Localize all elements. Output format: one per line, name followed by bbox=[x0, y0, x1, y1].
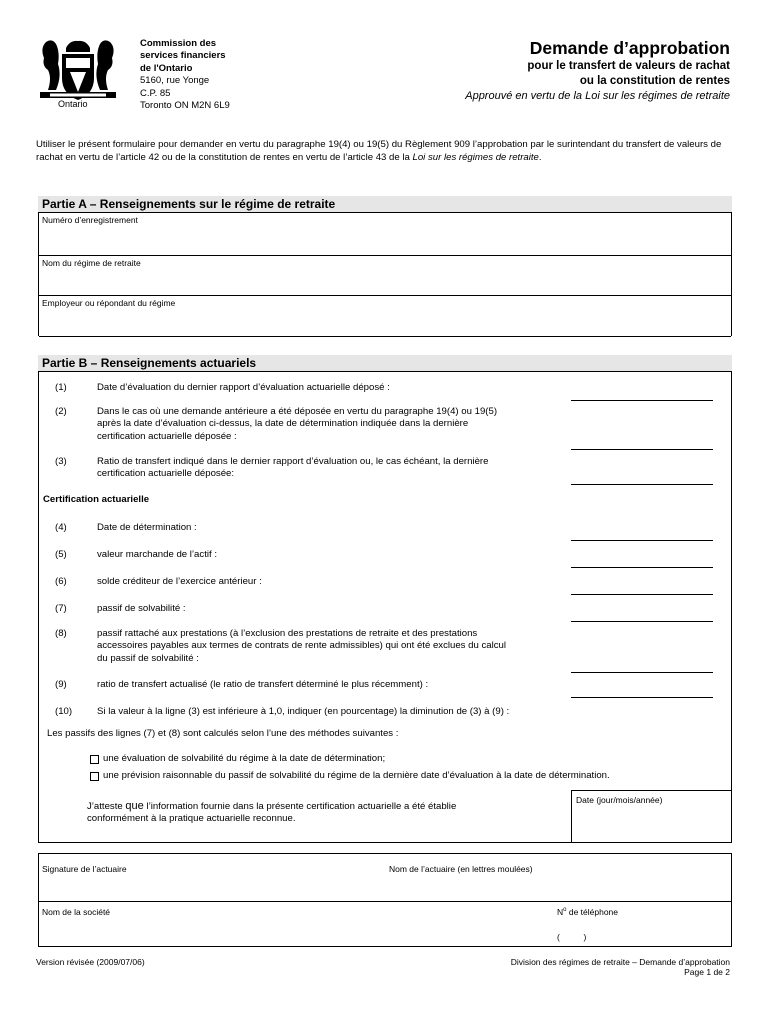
agency-address-line: C.P. 85 bbox=[140, 87, 171, 99]
intro-paragraph bbox=[36, 139, 736, 164]
answer-line-6[interactable] bbox=[571, 594, 713, 595]
option-2-label: une prévision raisonnable du passif de solvabilité du régime de la dernière date d’évaluation à la date de détermination. bbox=[103, 770, 610, 781]
agency-address-line: 5160, rue Yonge bbox=[140, 75, 210, 87]
question-number: (2) bbox=[55, 406, 67, 417]
attestation-text: J’atteste bbox=[87, 801, 126, 812]
logo-caption: Ontario bbox=[58, 99, 88, 109]
attestation-text: l’information fournie dans la présente certification actuarielle a été établie bbox=[143, 801, 457, 812]
option-1-label: une évaluation de solvabilité du régime à la date de détermination; bbox=[103, 753, 386, 764]
part-a-heading: Partie A – Renseignements sur le régime de retraite bbox=[38, 196, 732, 212]
answer-line-5[interactable] bbox=[571, 567, 713, 568]
phone-label-text: de téléphone bbox=[566, 907, 619, 917]
answer-line-4[interactable] bbox=[571, 540, 713, 541]
form-title-block bbox=[465, 38, 730, 104]
version-note: Version révisée (2009/07/06) bbox=[36, 957, 145, 967]
phone-label-text: N bbox=[557, 907, 564, 917]
phone-format[interactable]: ( ) bbox=[557, 932, 587, 942]
attestation-text: que bbox=[125, 800, 144, 812]
agency-name-line: Commission des bbox=[140, 38, 217, 49]
question-8 bbox=[55, 628, 575, 668]
question-text: passif rattaché aux prestations (à l’exclusion des prestations de retraite et des prestations bbox=[97, 628, 478, 639]
part-b-heading: Partie B – Renseignements actuariels bbox=[38, 355, 732, 371]
footer-page-number: Page 1 de 2 bbox=[684, 967, 730, 977]
signature-row bbox=[39, 854, 731, 902]
employer-field[interactable] bbox=[39, 296, 731, 337]
question-text: Date de détermination : bbox=[97, 522, 197, 533]
field-label: Employeur ou répondant du régime bbox=[42, 298, 176, 308]
question-text: certification actuarielle déposée: bbox=[97, 468, 235, 480]
question-number: (7) bbox=[55, 603, 67, 614]
question-number: (6) bbox=[55, 576, 67, 587]
option-1-checkbox[interactable] bbox=[90, 755, 99, 764]
question-text: Ratio de transfert indiqué dans le dernier rapport d’évaluation ou, le cas échéant, la dernière bbox=[97, 456, 489, 467]
attestation bbox=[87, 800, 557, 826]
question-number: (10) bbox=[55, 706, 73, 717]
date-field[interactable] bbox=[571, 790, 731, 843]
methods-intro: Les passifs des lignes (7) et (8) sont calculés selon l’une des méthodes suivantes : bbox=[47, 728, 399, 739]
part-b-box bbox=[38, 371, 732, 843]
question-text: Date d’évaluation du dernier rapport d’évaluation actuarielle déposé : bbox=[97, 382, 390, 393]
question-text: du passif de solvabilité : bbox=[97, 652, 199, 664]
field-label: Numéro d’enregistrement bbox=[42, 215, 138, 225]
attestation-text: conformément à la pratique actuarielle reconnue. bbox=[87, 813, 296, 825]
agency-block bbox=[140, 38, 230, 112]
registration-number-field[interactable] bbox=[39, 213, 731, 256]
signature-box bbox=[38, 853, 732, 947]
phone-label-sup: o bbox=[563, 907, 567, 914]
question-text: ratio de transfert actualisé (le ratio de transfert déterminé le plus récemment) : bbox=[97, 679, 429, 690]
question-text: accessoires payables aux termes de contrats de rente admissibles) qui ont été exclues du calcul bbox=[97, 640, 507, 652]
date-label: Date (jour/mois/année) bbox=[576, 795, 663, 805]
company-name-label: Nom de la société bbox=[42, 907, 111, 917]
agency-name-line: de l'Ontario bbox=[140, 62, 193, 74]
footer-right bbox=[511, 957, 730, 977]
question-text: Dans le cas où une demande antérieure a été déposée en vertu du paragraphe 19(4) ou 19(5) bbox=[97, 406, 498, 417]
answer-line-7[interactable] bbox=[571, 621, 713, 622]
agency-address-line: Toronto ON M2N 6L9 bbox=[140, 100, 230, 112]
question-text: Si la valeur à la ligne (3) est inférieure à 1,0, indiquer (en pourcentage) la diminution de (3) à (9) : bbox=[97, 706, 510, 717]
answer-line-3[interactable] bbox=[571, 484, 713, 485]
answer-line-1[interactable] bbox=[571, 400, 713, 401]
intro-text-end: . bbox=[538, 151, 542, 163]
question-text: passif de solvabilité : bbox=[97, 603, 186, 614]
option-2-checkbox[interactable] bbox=[90, 772, 99, 781]
answer-line-2[interactable] bbox=[571, 449, 713, 450]
question-number: (3) bbox=[55, 456, 67, 467]
actuary-signature-label: Signature de l’actuaire bbox=[42, 864, 127, 874]
form-authority: Approuvé en vertu de la Loi sur les régimes de retraite bbox=[465, 90, 730, 102]
intro-law-title: Loi sur les régimes de retraite bbox=[412, 151, 539, 163]
form-subtitle: ou la constitution de rentes bbox=[579, 75, 730, 87]
field-label: Nom du régime de retraite bbox=[42, 258, 141, 268]
form-subtitle: pour le transfert de valeurs de rachat bbox=[527, 60, 730, 72]
question-text: certification actuarielle déposée : bbox=[97, 430, 237, 442]
actuary-name-label: Nom de l’actuaire (en lettres moulées) bbox=[389, 864, 533, 874]
plan-name-field[interactable] bbox=[39, 256, 731, 296]
footer-division: Division des régimes de retraite – Demande d’approbation bbox=[510, 957, 730, 967]
question-text: après la date d’évaluation ci-dessus, la date de détermination indiquée dans la dernière bbox=[97, 418, 469, 430]
form-title: Demande d’approbation bbox=[529, 38, 730, 58]
question-number: (1) bbox=[55, 382, 67, 393]
question-number: (8) bbox=[55, 628, 67, 639]
certification-heading: Certification actuarielle bbox=[43, 494, 150, 505]
question-text: valeur marchande de l’actif : bbox=[97, 549, 217, 560]
question-number: (9) bbox=[55, 679, 67, 690]
answer-line-8[interactable] bbox=[571, 672, 713, 673]
question-number: (4) bbox=[55, 522, 67, 533]
part-a-box bbox=[38, 212, 732, 336]
answer-line-9[interactable] bbox=[571, 697, 713, 698]
question-number: (5) bbox=[55, 549, 67, 560]
intro-text: Utiliser le présent formulaire pour demander en vertu du paragraphe 19(4) ou 19(5) du Règlement 909 l’approbation par le surintendant du transfert de valeurs de rachat en vertu de l’article 42 ou de la constitution de rentes en vertu de l’article 43 de la bbox=[36, 139, 722, 163]
question-text: solde créditeur de l’exercice antérieur : bbox=[97, 576, 262, 587]
question-2 bbox=[55, 406, 575, 446]
phone-label bbox=[557, 907, 618, 917]
agency-name-line: services financiers bbox=[140, 50, 226, 62]
